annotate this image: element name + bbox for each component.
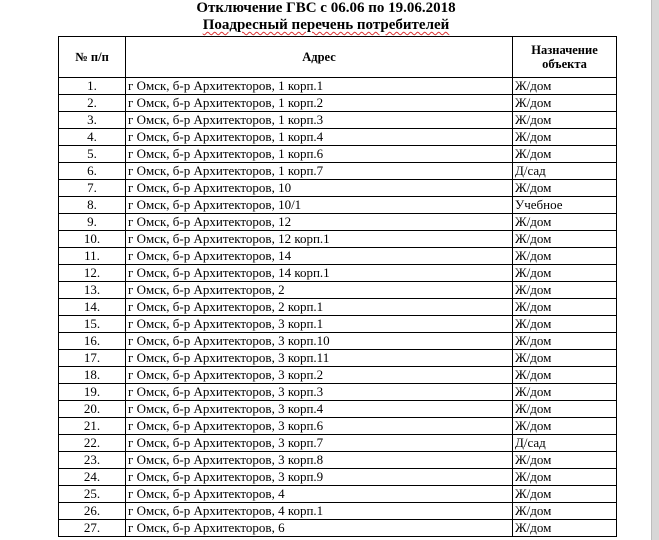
table-row <box>59 316 617 333</box>
row-address: г Омск, б-р Архитекторов, 4 корп.1 <box>126 503 513 520</box>
row-purpose: Ж/дом <box>513 384 617 401</box>
column-header-num <box>59 37 126 78</box>
column-header-num-text: № п/п <box>75 50 109 64</box>
row-purpose: Ж/дом <box>513 78 617 95</box>
row-address: г Омск, б-р Архитекторов, 3 корп.3 <box>126 384 513 401</box>
table-row <box>59 401 617 418</box>
row-number: 25. <box>59 486 126 503</box>
row-number: 18. <box>59 367 126 384</box>
row-address: г Омск, б-р Архитекторов, 3 корп.6 <box>126 418 513 435</box>
row-number: 15. <box>59 316 126 333</box>
document-title: Отключение ГВС с 06.06 по 19.06.2018 <box>196 0 456 16</box>
row-address: г Омск, б-р Архитекторов, 10 <box>126 180 513 197</box>
row-number: 20. <box>59 401 126 418</box>
row-number: 12. <box>59 265 126 282</box>
row-number: 16. <box>59 333 126 350</box>
row-purpose: Ж/дом <box>513 520 617 537</box>
row-purpose: Д/сад <box>513 435 617 452</box>
row-number: 4. <box>59 129 126 146</box>
row-address: г Омск, б-р Архитекторов, 1 корп.4 <box>126 129 513 146</box>
row-purpose: Ж/дом <box>513 367 617 384</box>
row-number: 10. <box>59 231 126 248</box>
row-purpose: Ж/дом <box>513 282 617 299</box>
row-number: 23. <box>59 452 126 469</box>
table-row <box>59 163 617 180</box>
consumer-table <box>58 36 617 537</box>
row-purpose: Учебное <box>513 197 617 214</box>
row-purpose: Ж/дом <box>513 350 617 367</box>
row-address: г Омск, б-р Архитекторов, 6 <box>126 520 513 537</box>
row-purpose: Ж/дом <box>513 146 617 163</box>
row-purpose: Ж/дом <box>513 316 617 333</box>
row-number: 27. <box>59 520 126 537</box>
table-row <box>59 197 617 214</box>
table-row <box>59 95 617 112</box>
table-row <box>59 265 617 282</box>
row-purpose: Ж/дом <box>513 299 617 316</box>
row-number: 17. <box>59 350 126 367</box>
row-address: г Омск, б-р Архитекторов, 3 корп.9 <box>126 469 513 486</box>
row-number: 21. <box>59 418 126 435</box>
table-row <box>59 350 617 367</box>
row-address: г Омск, б-р Архитекторов, 3 корп.10 <box>126 333 513 350</box>
row-number: 3. <box>59 112 126 129</box>
row-address: г Омск, б-р Архитекторов, 3 корп.11 <box>126 350 513 367</box>
row-address: г Омск, б-р Архитекторов, 12 <box>126 214 513 231</box>
row-purpose: Ж/дом <box>513 486 617 503</box>
row-number: 11. <box>59 248 126 265</box>
table-row <box>59 180 617 197</box>
row-address: г Омск, б-р Архитекторов, 3 корп.2 <box>126 367 513 384</box>
column-header-purpose <box>513 37 617 78</box>
table-header-row <box>59 37 617 78</box>
row-purpose: Ж/дом <box>513 248 617 265</box>
row-number: 6. <box>59 163 126 180</box>
table-row <box>59 435 617 452</box>
row-purpose: Ж/дом <box>513 214 617 231</box>
table-row <box>59 214 617 231</box>
row-purpose: Ж/дом <box>513 503 617 520</box>
row-number: 19. <box>59 384 126 401</box>
row-number: 7. <box>59 180 126 197</box>
document-subtitle-text: Поадресный перечень потребителей <box>202 17 450 33</box>
row-number: 13. <box>59 282 126 299</box>
table-row <box>59 146 617 163</box>
row-number: 2. <box>59 95 126 112</box>
column-header-purpose-line2: объекта <box>542 57 587 71</box>
row-purpose: Ж/дом <box>513 180 617 197</box>
row-number: 14. <box>59 299 126 316</box>
row-purpose: Ж/дом <box>513 112 617 129</box>
row-number: 24. <box>59 469 126 486</box>
row-address: г Омск, б-р Архитекторов, 1 корп.3 <box>126 112 513 129</box>
row-address: г Омск, б-р Архитекторов, 1 корп.7 <box>126 163 513 180</box>
table-row <box>59 129 617 146</box>
table-row <box>59 469 617 486</box>
row-number: 1. <box>59 78 126 95</box>
row-address: г Омск, б-р Архитекторов, 14 <box>126 248 513 265</box>
row-purpose: Ж/дом <box>513 401 617 418</box>
table-row <box>59 78 617 95</box>
row-purpose: Ж/дом <box>513 418 617 435</box>
row-purpose: Ж/дом <box>513 129 617 146</box>
table-row <box>59 231 617 248</box>
table-row <box>59 384 617 401</box>
row-number: 8. <box>59 197 126 214</box>
table-row <box>59 299 617 316</box>
row-purpose: Ж/дом <box>513 265 617 282</box>
row-purpose: Д/сад <box>513 163 617 180</box>
row-address: г Омск, б-р Архитекторов, 3 корп.1 <box>126 316 513 333</box>
table-row <box>59 248 617 265</box>
row-address: г Омск, б-р Архитекторов, 2 <box>126 282 513 299</box>
row-address: г Омск, б-р Архитекторов, 4 <box>126 486 513 503</box>
row-purpose: Ж/дом <box>513 333 617 350</box>
column-header-purpose-line1: Назначение <box>531 43 598 57</box>
row-address: г Омск, б-р Архитекторов, 12 корп.1 <box>126 231 513 248</box>
row-number: 22. <box>59 435 126 452</box>
row-address: г Омск, б-р Архитекторов, 1 корп.1 <box>126 78 513 95</box>
row-purpose: Ж/дом <box>513 95 617 112</box>
row-address: г Омск, б-р Архитекторов, 3 корп.7 <box>126 435 513 452</box>
row-number: 26. <box>59 503 126 520</box>
row-number: 5. <box>59 146 126 163</box>
row-address: г Омск, б-р Архитекторов, 1 корп.2 <box>126 95 513 112</box>
row-address: г Омск, б-р Архитекторов, 3 корп.4 <box>126 401 513 418</box>
table-row <box>59 112 617 129</box>
row-purpose: Ж/дом <box>513 469 617 486</box>
table-body <box>59 78 617 537</box>
row-purpose: Ж/дом <box>513 452 617 469</box>
row-address: г Омск, б-р Архитекторов, 1 корп.6 <box>126 146 513 163</box>
row-address: г Омск, б-р Архитекторов, 10/1 <box>126 197 513 214</box>
column-header-address: Адрес <box>126 37 513 78</box>
page-edge <box>651 0 659 540</box>
row-address: г Омск, б-р Архитекторов, 3 корп.8 <box>126 452 513 469</box>
table-row <box>59 333 617 350</box>
table-row <box>59 503 617 520</box>
table-row <box>59 486 617 503</box>
table-row <box>59 452 617 469</box>
table-row <box>59 367 617 384</box>
table-row <box>59 418 617 435</box>
row-address: г Омск, б-р Архитекторов, 2 корп.1 <box>126 299 513 316</box>
table-row <box>59 520 617 537</box>
table-row <box>59 282 617 299</box>
row-address: г Омск, б-р Архитекторов, 14 корп.1 <box>126 265 513 282</box>
document-subtitle <box>0 17 652 33</box>
row-number: 9. <box>59 214 126 231</box>
row-purpose: Ж/дом <box>513 231 617 248</box>
